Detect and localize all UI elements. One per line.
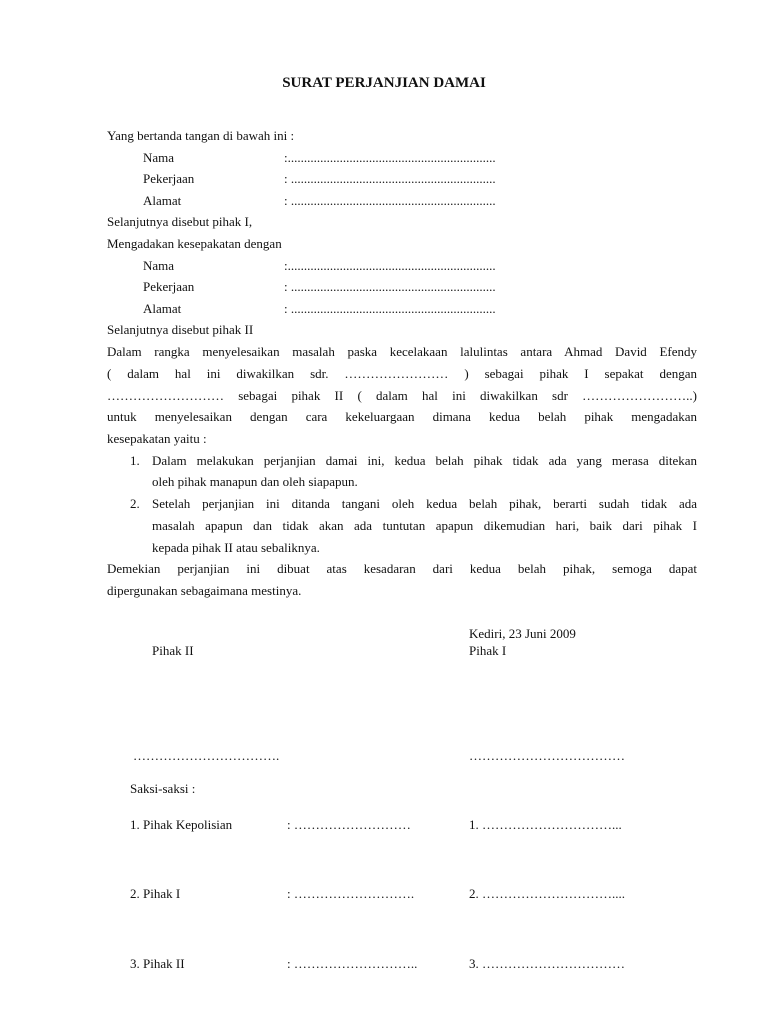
closing-line: Demekian perjanjian ini dibuat atas kesadaran dari kedua belah pihak, semoga dapat xyxy=(107,561,697,576)
list-item-line: oleh pihak manapun dan oleh siapapun. xyxy=(152,474,358,489)
party2-job-value: : ............................................................... xyxy=(284,279,496,294)
witness-number-line: 1. …………………………... xyxy=(469,817,622,832)
witness-value: : ……………………… xyxy=(287,817,411,832)
list-item-line: Dalam melakukan perjanjian damai ini, kedua belah pihak tidak ada yang merasa ditekan xyxy=(152,453,697,468)
paragraph-line: Dalam rangka menyelesaikan masalah paska kecelakaan lalulintas antara Ahmad David Efendy xyxy=(107,344,697,359)
sign-left-line: ……………………………. xyxy=(133,748,280,763)
party1-name-label: Nama xyxy=(143,150,175,165)
witness-label: 3. Pihak II xyxy=(130,956,185,971)
party2-address-value: : ............................................................... xyxy=(284,301,496,316)
list-item-line: Setelah perjanjian ini ditanda tangani oleh kedua belah pihak, berarti sudah tidak ada xyxy=(152,496,697,511)
witnesses-label: Saksi-saksi : xyxy=(130,781,196,796)
witness-number-line: 3. …………………………… xyxy=(469,956,625,971)
intro-text: Yang bertanda tangan di bawah ini : xyxy=(107,128,295,143)
paragraph-line: kesepakatan yaitu : xyxy=(107,431,207,446)
sign-right-line: ……………………………… xyxy=(469,748,625,763)
paragraph-line: ( dalam hal ini diwakilkan sdr. …………………… ) sebagai pihak I sepakat dengan xyxy=(107,366,697,381)
witness-label: 2. Pihak I xyxy=(130,886,181,901)
witness-label: 1. Pihak Kepolisian xyxy=(130,817,233,832)
witness-number-line: 2. ………………………….... xyxy=(469,886,625,901)
party2-note: Selanjutnya disebut pihak II xyxy=(107,322,254,337)
place-date: Kediri, 23 Juni 2009 xyxy=(469,626,576,641)
list-item-line: masalah apapun dan tidak akan ada tuntutan apapun dikemudian hari, baik dari pihak I xyxy=(152,518,697,533)
list-item-line: kepada pihak II atau sebaliknya. xyxy=(152,540,320,555)
closing-line: dipergunakan sebagaimana mestinya. xyxy=(107,583,302,598)
party1-note: Selanjutnya disebut pihak I, xyxy=(107,214,253,229)
party1-name-value: :................................................................ xyxy=(284,150,496,165)
party1-address-label: Alamat xyxy=(143,193,182,208)
party1-job-label: Pekerjaan xyxy=(143,171,195,186)
witness-value: : ………………………. xyxy=(287,886,415,901)
witness-value: : ……………………….. xyxy=(287,956,418,971)
party2-name-label: Nama xyxy=(143,258,175,273)
agreement-with-text: Mengadakan kesepakatan dengan xyxy=(107,236,282,251)
sign-right-label: Pihak I xyxy=(469,643,507,658)
paragraph-line: untuk menyelesaikan dengan cara kekeluargaan dimana kedua belah pihak mengadakan xyxy=(107,409,697,424)
party2-address-label: Alamat xyxy=(143,301,182,316)
document-title: SURAT PERJANJIAN DAMAI xyxy=(282,75,486,91)
party2-name-value: :................................................................ xyxy=(284,258,496,273)
list-item-number: 2. xyxy=(130,496,140,511)
party1-address-value: : ............................................................... xyxy=(284,193,496,208)
party2-job-label: Pekerjaan xyxy=(143,279,195,294)
paragraph-line: ……………………… sebagai pihak II ( dalam hal ini diwakilkan sdr ……………………..) xyxy=(107,388,697,403)
sign-left-label: Pihak II xyxy=(152,643,194,658)
list-item-number: 1. xyxy=(130,453,140,468)
party1-job-value: : ............................................................... xyxy=(284,171,496,186)
